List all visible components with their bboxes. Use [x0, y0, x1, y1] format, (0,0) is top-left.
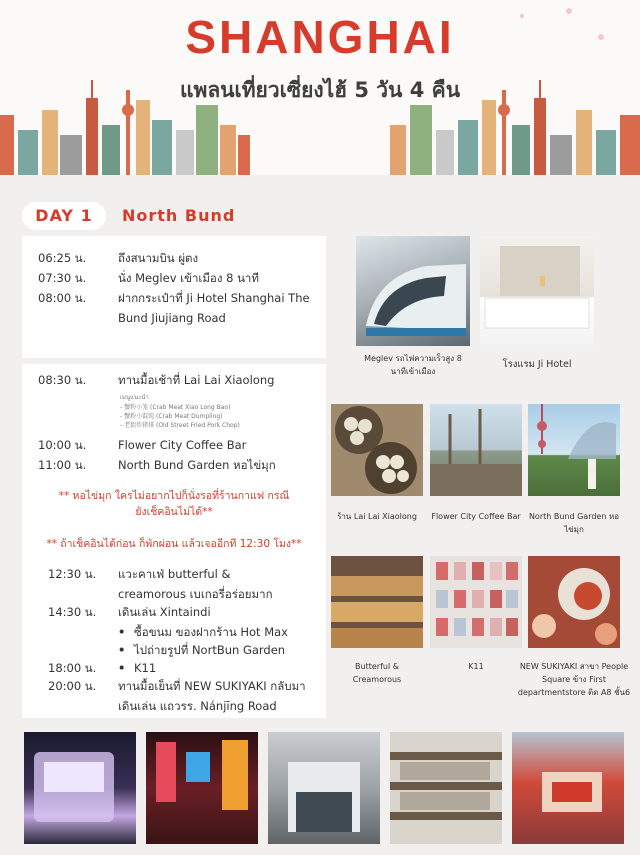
north-bund-garden-photo [528, 404, 620, 496]
schedule-time: 08:30 น. [38, 373, 87, 387]
schedule-time: 12:30 น. [48, 567, 97, 581]
hotel-bed-icon [480, 236, 594, 346]
recommend-item: - 老街炸猪排 (Old Street Fried Pork Chop) [120, 422, 240, 429]
k11-photo [430, 556, 522, 648]
butterful-photo [331, 556, 423, 648]
bullet-item: • ไปถ่ายรูปที่ NortBun Garden [134, 640, 285, 660]
bakery-display-icon [331, 556, 423, 648]
tower-note: ** หอไข่มุก ใครไม่อยากไปก็นั่งรอที่ร้านกาแฟ กรณียังเช็คอินไม่ได้** [58, 490, 290, 518]
bottom-photo-storefront [268, 732, 380, 844]
bottom-photo-street [512, 732, 624, 844]
recommend-item: - 蟹粉小笼 (Crab Meat Xiao Long Bao) [120, 404, 231, 411]
schedule-desc: Flower City Coffee Bar [118, 438, 247, 452]
recommend-heading: เมนูแนะนำ [120, 394, 149, 401]
bottom-photo-mall [24, 732, 136, 844]
schedule-time: 11:00 น. [38, 458, 87, 472]
schedule-desc: แวะคาเฟ่ butterful & creamorous เบเกอรี่อร่อยมาก [118, 567, 273, 601]
caption-north-bund-garden: North Bund Garden หอไข่มุก [528, 512, 620, 534]
skyline-left-illustration [0, 80, 250, 175]
schedule-time: 14:30 น. [48, 605, 97, 619]
schedule-time: 06:25 น. [38, 251, 87, 265]
mall-building-icon [24, 732, 136, 844]
storefront-icon [268, 732, 380, 844]
bottom-photo-shelves [390, 732, 502, 844]
caption-flower-city: Flower City Coffee Bar [431, 512, 521, 521]
schedule-time: 18:00 น. [48, 661, 97, 675]
new-sukiyaki-photo [528, 556, 620, 648]
oriental-pearl-tower-icon [528, 404, 620, 496]
schedule-desc: เดินเล่น Xintaindi [118, 605, 211, 619]
itinerary-panel-morning [22, 236, 326, 358]
page-title: SHANGHAI [185, 11, 455, 63]
bottom-photo-neon [146, 732, 258, 844]
caption-butterful: Butterful & Creamorous [352, 662, 402, 684]
page-subtitle: แพลนเที่ยวเซี่ยงไฮ้ 5 วัน 4 คืน [179, 78, 461, 102]
day-title: North Bund [122, 206, 236, 225]
hotel-photo [480, 236, 594, 346]
caption-hotel: โรงแรม Ji Hotel [502, 359, 572, 370]
hotpot-icon [528, 556, 620, 648]
itinerary-panel-day [22, 364, 326, 718]
street-sign-icon [512, 732, 624, 844]
schedule-desc: ทานมื้อเช้าที่ Lai Lai Xiaolong [118, 373, 275, 387]
shop-wall-icon [430, 556, 522, 648]
maglev-train-icon [356, 236, 470, 346]
day-label: DAY 1 [22, 202, 106, 230]
schedule-time: 20:00 น. [48, 679, 97, 693]
caption-maglev: Meglev รถไฟความเร็วสูง 8 นาทีเข้าเมือง [364, 354, 462, 376]
schedule-time: 10:00 น. [38, 438, 87, 452]
schedule-desc: นั่ง Meglev เข้าเมือง 8 นาที [118, 271, 259, 285]
bullet-item: • K11 [134, 658, 156, 678]
caption-lailai: ร้าน Lai Lai Xiaolong [337, 512, 417, 521]
header-banner [0, 0, 640, 175]
dumpling-icon [331, 404, 423, 496]
schedule-time: 08:00 น. [38, 291, 87, 305]
maglev-photo [356, 236, 470, 346]
schedule-desc: North Bund Garden หอไข่มุก [118, 458, 276, 472]
recommend-item: - 蟹粉小馄饨 (Crab Meat Dumpling) [120, 413, 223, 420]
checkin-note: ** ถ้าเช็คอินได้ก่อน ก็พักผ่อน แล้วเจออีกที 12:30 โมง** [46, 538, 302, 550]
neon-sign-icon [146, 732, 258, 844]
schedule-desc: ฝากกระเป๋าที่ Ji Hotel Shanghai The Bund Jiujiang Road [118, 291, 310, 325]
lailai-photo [331, 404, 423, 496]
schedule-time: 07:30 น. [38, 271, 87, 285]
bullet-item: • ซื้อขนม ของฝากร้าน Hot Max [134, 622, 288, 642]
riverside-icon [430, 404, 522, 496]
flower-city-photo [430, 404, 522, 496]
caption-new-sukiyaki: NEW SUKIYAKI สาขา People Square ข้าง First departmentstore ติด A8 ชั้น6 [517, 662, 631, 697]
shelf-icon [390, 732, 502, 844]
caption-k11: K11 [468, 662, 484, 671]
skyline-right-illustration [390, 80, 640, 175]
schedule-desc: ถึงสนามบิน ผู่ตง [118, 251, 199, 265]
schedule-desc: ทานมื้อเย็นที่ NEW SUKIYAKI กลับมาเดินเล่น แถวรร. Nánjīng Road [118, 679, 306, 713]
